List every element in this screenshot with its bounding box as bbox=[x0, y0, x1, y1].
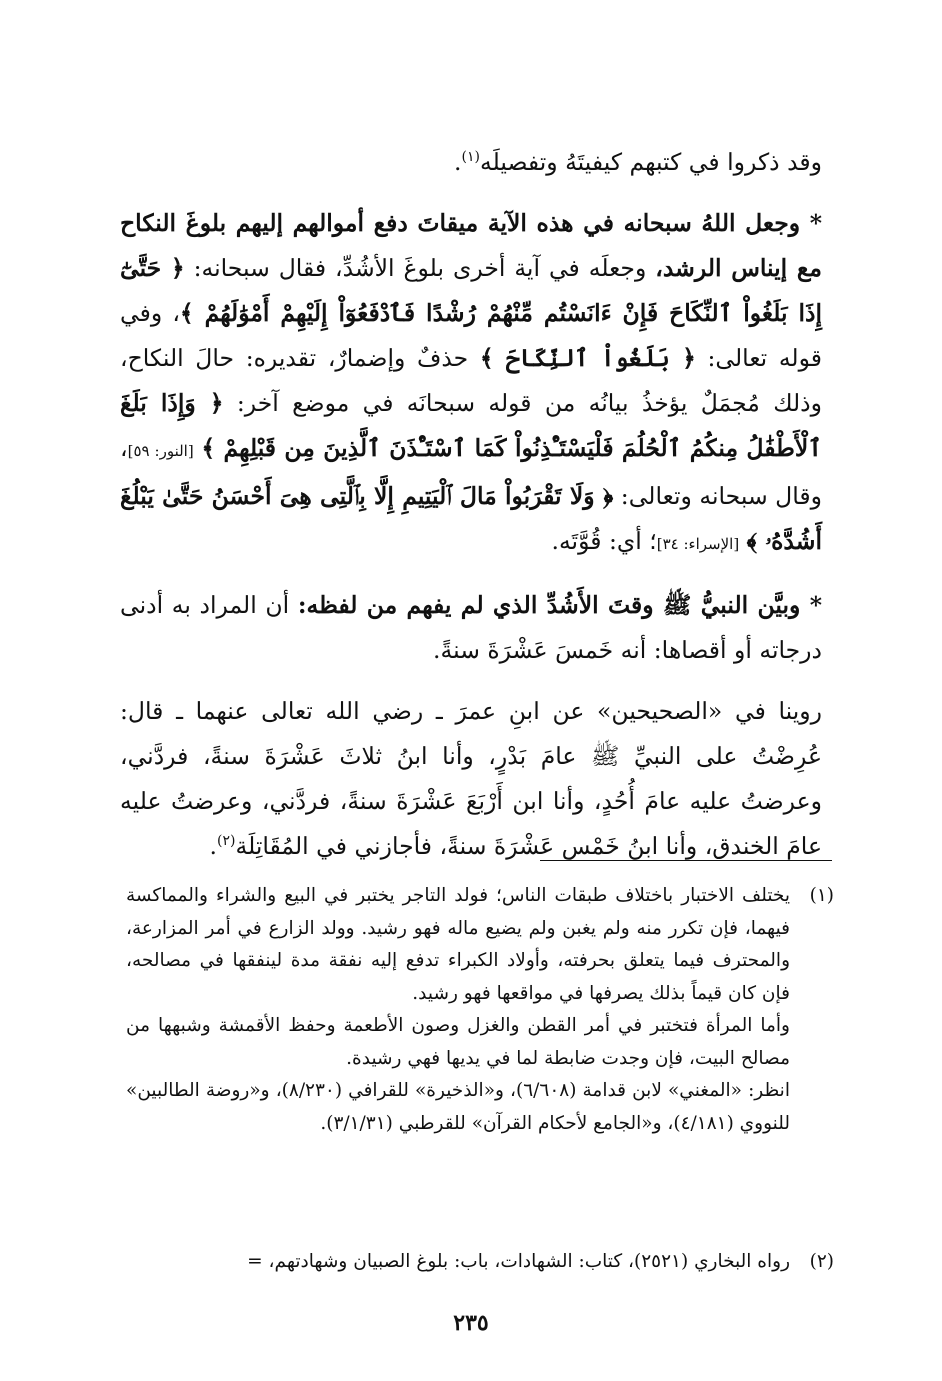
para1-text2: ، وفي قوله تعالى: bbox=[120, 299, 822, 372]
para1-lead: * وجعل اللهُ سبحانه في هذه الآية ميقاتَ دفع أموالهم إليهم بلوغَ النكاح مع إيناس الرشد، bbox=[120, 209, 822, 282]
paragraph-prophet-explanation bbox=[120, 583, 822, 673]
quran-verse-4: ﴿ وَلَا تَقْرَبُواْ مَالَ ٱلْيَتِيمِ إِلَّا بِٱلَّتِى هِىَ أَحْسَنُ حَتَّىٰ يَبْلُغَ أَشُدَّهُۥ ﴾ bbox=[120, 482, 822, 555]
footnote-divider bbox=[540, 860, 832, 861]
intro-paragraph bbox=[120, 140, 822, 185]
intro-footnote-ref[interactable]: (١) bbox=[461, 149, 480, 166]
intro-text: وقد ذكروا في كتبهم كيفيتَهُ وتفصيلَه bbox=[479, 148, 822, 176]
paragraph-age-of-maturity bbox=[120, 201, 822, 567]
footnote-2 bbox=[126, 1246, 834, 1279]
para3-footnote-ref[interactable]: (٢) bbox=[217, 833, 236, 850]
quran-verse-1: ﴿ حَتَّىٰٓ إِذَا بَلَغُواْ ٱلنِّكَاحَ فَإِنْ ءَانَسْتُم مِّنْهُمْ رُشْدًا فَٱدْفَعُوٓاْ إِلَيْهِمْ أَمْوَٰلَهُمْ ﴾ bbox=[120, 254, 822, 327]
page-number: ٢٣٥ bbox=[453, 1310, 489, 1336]
footnote-1-paragraph-2: وأما المرأة فتختبر في أمر القطن والغزل وصون الأطعمة وحفظ الأقمشة وشبهها من مصالح البيت، فإن وجدت ضابطة لما في يديها فهي رشيدة. bbox=[126, 1015, 790, 1069]
footnote-2-paragraph-1: رواه البخاري (٢٥٢١)، كتاب: الشهادات، باب: بلوغ الصبيان وشهادتهم، = bbox=[247, 1251, 790, 1272]
para3-text: روينا في «الصحيحين» عن ابنِ عمرَ ـ رضي الله تعالى عنهما ـ قال: عُرِضْتُ على النبيِّ ﷺ عامَ بَدْرٍ، وأنا ابنُ ثلاثَ عَشْرَةَ سنةً، فردَّني، وعرضتُ عليه عامَ أُحُدٍ، وأنا ابن أَرْبَعَ عَشْرَةَ سنةً، فردَّني، وعرضتُ عليه عامَ الخندق، وأنا ابنُ خَمْس عَشْرَةَ سنةً، فأجازني في المُقَاتِلَة bbox=[120, 697, 822, 860]
verse-3-reference: [النور: ٥٩] bbox=[127, 442, 194, 460]
footnote-2-number: (٢) bbox=[809, 1251, 834, 1272]
paragraph-ibn-umar-hadith bbox=[120, 689, 822, 869]
main-text bbox=[120, 140, 822, 869]
footnote-1-number: (١) bbox=[809, 885, 834, 906]
verse-4-reference: [الإسراء: ٣٤] bbox=[656, 535, 740, 553]
para1-text5: ؛ أي: قُوَّتَه. bbox=[551, 527, 657, 555]
para2-text: أن المراد به أدنى درجاته أو أقصاها: أنه خَمسَ عَشْرَةَ سنةً. bbox=[120, 591, 822, 664]
footnote-1 bbox=[126, 880, 834, 1140]
footnote-1-paragraph-1: يختلف الاختبار باختلاف طبقات الناس؛ فولد التاجر يختبر في البيع والشراء والمماكسة فيهما، فإن تكرر منه ولم يغبن ولم يضيع ماله فهو رشيد. وولد الزارع في أمر المزارعة، والمحترف فيما يتعلق بحرفته، وأولاد الكبراء تدفع إليه نفقة مدة لينفقها في مصالحه، فإن كان قيماً بذلك يصرفها في مواقعها فهو رشيد. bbox=[126, 885, 790, 1004]
para3-end: . bbox=[209, 832, 217, 860]
quran-verse-2: ﴿ بَلَغُواْ ٱلنِّكَاحَ ﴾ bbox=[479, 344, 696, 372]
para1-text4: ، وقال سبحانه وتعالى: bbox=[120, 434, 822, 510]
intro-end: . bbox=[454, 148, 462, 176]
quran-verse-3: ﴿ وَإِذَا بَلَغَ ٱلْأَطْفَٰلُ مِنكُمُ ٱلْحُلُمَ فَلْيَسْتَـْٔذِنُواْ كَمَا ٱسْتَـْٔذَنَ ٱلَّذِينَ مِن قَبْلِهِمْ ﴾ bbox=[120, 389, 822, 462]
para1-text1: وجعلَه في آية أخرى بلوغَ الأشُدِّ، فقال سبحانه: bbox=[193, 254, 647, 282]
para2-lead: * وبيَّن النبيُّ ﷺ وقتَ الأَشُدِّ الذي لم يفهم من لفظه: bbox=[297, 591, 822, 619]
para1-text3: حذفٌ وإضمارٌ، تقديره: حالَ النكاح، وذلك مُجمَلٌ يؤخذُ بيانُه من قوله سبحانَه في موضع آخر: bbox=[120, 344, 822, 417]
footnote-1-paragraph-3: انظر: «المغني» لابن قدامة (٦/٦٠٨)، و«الذخيرة» للقرافي (٨/٢٣٠)، و«روضة الطالبين» للنووي (٤/١٨١)، و«الجامع لأحكام القرآن» للقرطبي (٣/١/٣١). bbox=[126, 1080, 790, 1134]
